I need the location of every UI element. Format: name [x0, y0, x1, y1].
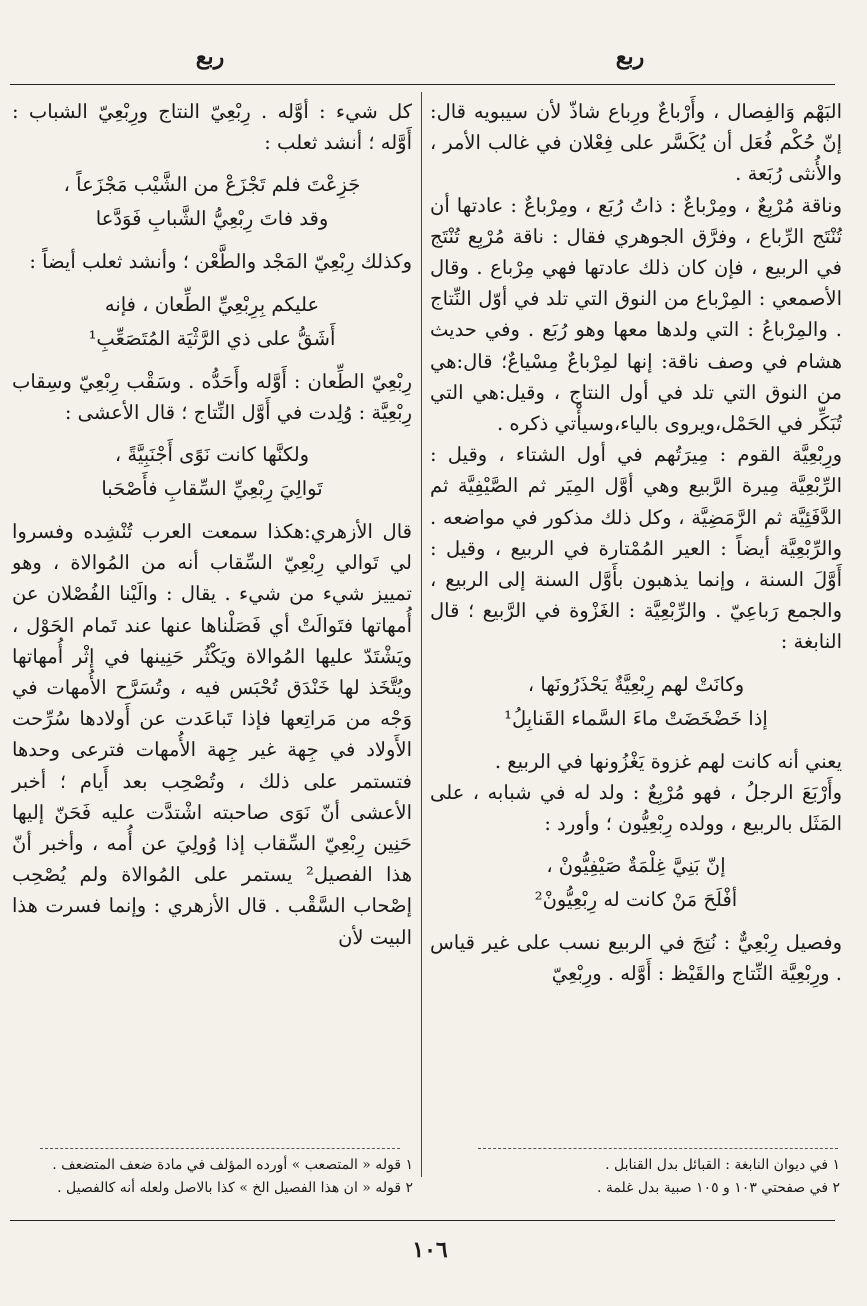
footnote: ١ قوله « المتصعب » أورده المؤلف في مادة ضعف المتضعف . [52, 1157, 413, 1173]
verse [430, 668, 842, 736]
verse [12, 288, 412, 356]
verse-line: جَزِعْتَ فلم تَجْزَعْ من الشَّيْب مَجْزَعاً ، [63, 173, 361, 197]
verse-line: وقد فاتَ رِبْعِيُّ الشَّبابِ فَوَدَّعا [95, 207, 329, 231]
verse-line: عليكم بِرِبْعِيِّ الطِّعان ، فإنه [104, 292, 320, 316]
paragraph: ورِبْعِيَّة القوم : مِيرَتُهم في أول الشتاء ، وقيل : الرِّبْعِيَّة مِيرة الرَّبيع وهي أوَّل المِيَر ثم الصَّيْفِيَّة ثم الدَّفَئِيَّة ثم الرَّمَضِيَّة ، وكل ذلك مذكور في مواضعه . والرِّبْعِيَّة أيضاً : العير المُمْتارة في الربيع ، وقيل : أَوَّلَ السنة ، وإنما يذهبون بأَوَّل السنة إلى الربيع ، والجمع رَباعِيّ . والرِّبْعِيَّة : الغَزْوة في الرَّبيع ؛ قال النابغة : [430, 443, 842, 654]
paragraph: كل شيء : أوَّله . رِبْعِيّ النتاج ورِبْعِيّ الشباب : أَوَّله ؛ أنشد ثعلب : [12, 100, 412, 155]
right-column [430, 96, 842, 990]
footnotes-left [18, 1154, 413, 1200]
verse-line: وكانَتْ لهم رِبْعِيَّةٌ يَحْذَرُونَها ، [527, 672, 745, 696]
verse-line: ولكنَّها كانت نَوًى أَجْنَبِيَّةً ، [114, 443, 310, 467]
page-number: ١٠٦ [412, 1237, 448, 1263]
footnote: ٢ قوله « ان هذا الفصيل الخ » كذا بالاصل ولعله أنه كالفصيل . [57, 1180, 413, 1196]
verse-line: تَوالِيَ رِبْعِيِّ السِّقابِ فأَصْحَبا [101, 477, 323, 501]
paragraph: وكذلك رِبْعِيّ المَجْد والطَّعْن ؛ وأنشد ثعلب أيضاً : [29, 250, 412, 274]
paragraph: يعني أنه كانت لهم غزوة يَغْزُونها في الربيع . [494, 749, 842, 773]
verse-line: أفْلَحَ مَنْ كانت له رِبْعِيُّونْ² [534, 888, 738, 912]
footnote: ٢ في صفحتي ١٠٣ و ١٠٥ صبية بدل غلمة . [596, 1180, 840, 1196]
paragraph: وناقة مُرْبِعٌ ، ومِرْباعٌ : ذاتُ رُبَع ، ومِرْباعٌ : عادتها أن تُنْتَج الرِّباع ، وفرَّق الجوهري فقال : ناقة مُرْبِع تُنْتَج في الربيع ، فإن كان ذلك عادتها فهي مِرْباع . وقال الأصمعي : المِرْباع من النوق التي تلد في أوّل النِّتاج . والمِرْباعُ : التي ولدها معها وهو رُبَع . وفي حديث هشام في وصف ناقة: إنها لمِرْباعٌ مِسْياعٌ؛ قال:هي من النوق التي تلد في أول النتاج ، وقيل:هي التي تُبَكِّر في الحَمْل،ويروى بالياء،وسيأْتي ذكره . [430, 193, 842, 436]
paragraph: قال الأزهري:هكذا سمعت العرب تُنْشِده وفسروا لي تَوالي رِبْعِيّ السِّقاب أنه من المُوالاة ، وهو تمييز شيء من شيء . يقال : والَيْنا الفُصْلان عن أُمهاتها فتَوالَتْ أي فَصَلْناها عنها عند تَمام الحَوْل ، ويَشْتَدّ عليها المُوالاة ويَكْثُر حَنِينها في إثْر أُمهاتها ويُتَّخَذ لها خَنْدَق تُحْبَس فيه ، وتُسَرَّح الأُمهات في وَجْه من مَراتِعها فإذا تَباعَدت عن أَولادها سُرِّحت الأَولاد في جِهة غير جِهة الأُمهات فترعى وحدها فتستمر على ذلك ، وتُصْحِب بعد أَيام ؛ أخبر الأعشى أنّ نَوَى صاحبته اشْتدَّت عليه فَحَنّ إليها حَنِين رِبْعِيّ السِّقاب إذا وُولِيَ عن أُمه ، وأخبر أنّ هذا الفصيل² يستمر على المُوالاة ولم يُصْحِب إصْحاب السَّقْب . قال الأزهري : وإنما فسرت هذا البيت لأن [12, 520, 412, 949]
verse [430, 849, 842, 917]
verse-line: أَشَقُّ على ذي الرَّثْيَة المُتَصَعِّبِ¹ [88, 326, 336, 350]
paragraph: وأَرْبَعَ الرجلُ ، فهو مُرْبِعٌ : ولد له في شبابه ، على المَثَل بالربيع ، وولده رِبْعِيُّون ؛ وأورد : [430, 780, 842, 836]
header-word-left: ربع [195, 44, 225, 70]
verse [12, 168, 412, 236]
footnote-rule-right [478, 1148, 838, 1149]
header-word-right: ربع [615, 44, 645, 70]
verse [12, 438, 412, 506]
footnotes-right [440, 1154, 840, 1200]
verse-line: إنّ بَنِيَّ غِلْمَةٌ صَيْفِيُّونْ ، [546, 854, 726, 878]
header-rule [10, 84, 835, 85]
paragraph: وفصيل رِبْعِيٌّ : نُتِجَ في الربيع نسب على غير قياس . ورِبْعِيَّة النِّتاج والقَيْظ : أَوَّله . ورِبْعِيّ [430, 931, 842, 986]
verse-line: إذا خَضْخَضَتْ ماءَ السَّماء القَنابِلُ¹ [504, 706, 768, 730]
paragraph: رِبْعِيّ الطِّعان : أَوَّله وأَحَدُّه . وسَقْب رِبْعِيّ وسِقاب رِبْعِيَّة : وُلِدت في أَوَّل النِّتاج ؛ قال الأعشى : [12, 369, 412, 424]
footer-rule [10, 1220, 835, 1221]
footnote: ١ في ديوان النابغة : القبائل بدل القنابل . [605, 1157, 840, 1173]
column-divider [421, 92, 422, 1177]
footnote-rule-left [40, 1148, 400, 1149]
left-column [12, 96, 412, 953]
paragraph: البَهْم وَالفِصال ، وأَرْباعٌ ورِباع شاذّ لأن سيبويه قال: إنّ حُكْم فُعَل أن يُكَسَّر على فِعْلان في غالب الأمر ، والأُنثى رُبَعة . [430, 100, 842, 186]
